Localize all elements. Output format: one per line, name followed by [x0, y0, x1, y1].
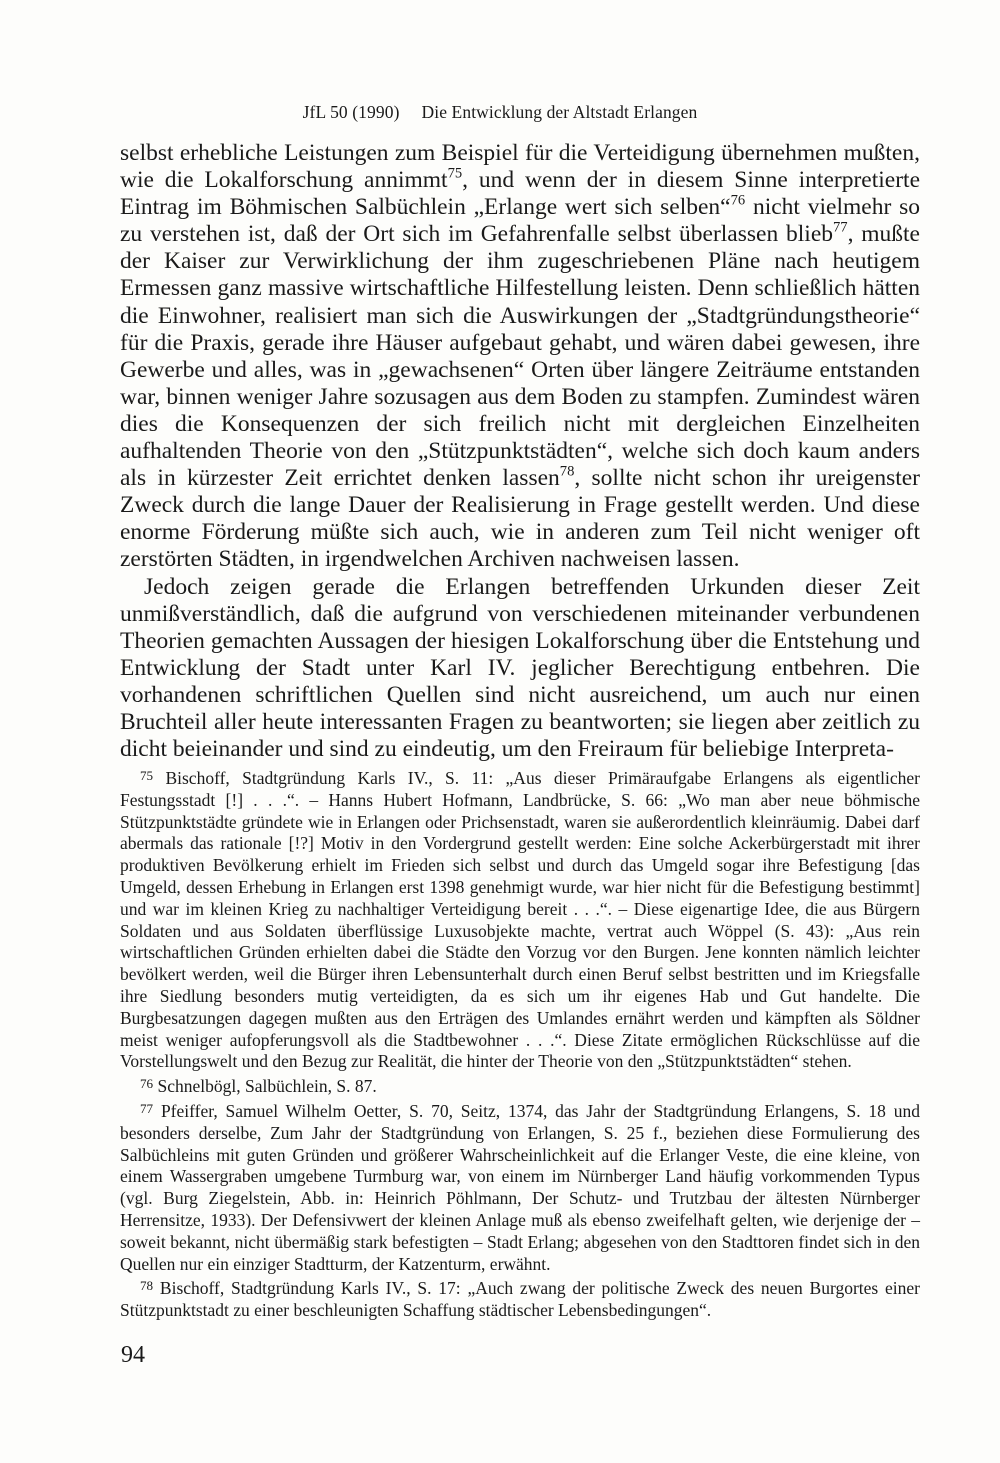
footnotes: [120, 768, 920, 1322]
paragraph-1: [120, 140, 920, 574]
journal-reference: JfL 50 (1990): [302, 102, 400, 122]
text-run: nicht vielmehr so zu verstehen ist, daß der Ort sich im Gefahrenfalle selbst überlassen blieb: [120, 194, 920, 248]
footnote-text: Bischoff, Stadtgründung Karls IV., S. 11: „Aus dieser Primäraufgabe Erlangens als eigentlicher Festungsstadt [!] . . .“. – Hanns Hubert Hofmann, Landbrücke, S. 66: „Wo man aber neue böhmische Stützpunktstädte gründete wie in Erlangen oder Prichsenstadt, waren sie außerordentlich kleinräumig. Dabei darf abermals das rationale [!?] Motiv in den Vordergrund gestellt werden: Eine solche Ackerbürgerstadt mit ihrer produktiven Bevölkerung erhielt im Frieden sich selbst und durch das Umgeld sogar ihre Befestigung [das Umgeld, dessen Erhebung in Erlangen erst 1398 genehmigt wurde, war hier nicht für die Befestigung bestimmt] und war im kleinen Krieg zu nachhaltiger Verteidigung bereit . . .“. – Diese eigenartige Idee, die aus Bürgern Soldaten und aus Soldaten überflüssige Luxusobjekte machte, vertrat auch Wöppel (S. 43): „Aus rein wirtschaftlichen Gründen erhielten dabei die Städte den Vorzug vor den Burgen. Jene konnten nämlich leichter bevölkert werden, weil die Bürger ihren Lebensunterhalt durch einen Beruf selbst bestritten und im Kriegsfalle ihre Siedlung besonders mutig verteidigten, da es sich um ihr eigenes Hab und Gut handelte. Die Burgbesatzungen dagegen mußten aus den Erträgen des Umlandes ernährt werden und kämpften als Söldner meist weniger aufopferungsvoll als die Stadtbewohner . . .“. Diese Zitate ermöglichen Rückschlüsse auf die Vorstellungswelt und den Bezug zur Realität, die hinter der Theorie von den „Stützpunktstädten“ stehen.: [120, 768, 920, 1072]
running-header: [0, 102, 1000, 123]
footnote-78: [120, 1278, 920, 1322]
footnote-number: 77: [140, 1101, 154, 1117]
footnote-75: [120, 768, 920, 1073]
footnote-ref-78[interactable]: 78: [559, 463, 575, 480]
footnote-77: [120, 1101, 920, 1275]
footnote-76: [120, 1076, 920, 1098]
footnote-text: Schnelbögl, Salbüchlein, S. 87.: [157, 1076, 377, 1097]
page-number: 94: [121, 1342, 145, 1368]
main-text: [120, 140, 920, 763]
running-title: Die Entwicklung der Altstadt Erlangen: [421, 102, 698, 122]
paragraph-2: Jedoch zeigen gerade die Erlangen betreffenden Urkunden dieser Zeit unmißverständlich, daß die aufgrund von verschiedenen miteinander verbundenen Theorien gemachten Aussagen der hiesigen Lokalforschung über die Entstehung und Entwicklung der Stadt unter Karl IV. jeglicher Berechtigung entbehren. Die vorhandenen schriftlichen Quellen sind nicht ausreichend, um auch nur einen Bruchteil aller heute interessanten Fragen zu beantworten; sie liegen aber zeitlich zu dicht beieinander und sind zu eindeutig, um den Freiraum für beliebige Interpreta-: [120, 573, 920, 763]
footnote-ref-75[interactable]: 75: [447, 165, 463, 182]
text-run: , mußte der Kaiser zur Verwirklichung der ihm zugeschriebenen Pläne nach heutigem Ermessen ganz massive wirtschaftliche Hilfestellung leisten. Denn schließlich hätten die Einwohner, realisiert man sich die Auswirkungen der „Stadtgründungstheorie“ für die Praxis, gerade ihre Häuser aufgebaut gehabt, und wären dabei gewesen, ihre Gewerbe und alles, was in „gewachsenen“ Orten über längere Zeiträume entstanden war, binnen weniger Jahre sozusagen aus dem Boden zu stampfen. Zumindest wären dies die Konsequenzen der sich freilich nicht mit dergleichen Einzelheiten aufhaltenden Theorie von den „Stützpunktstädten“, welche sich doch kaum anders als in kürzester Zeit errichtet denken lassen: [120, 221, 920, 492]
text-run: selbst erhebliche Leistungen zum Beispiel für die Verteidigung übernehmen mußten, wie die Lokalforschung annimmt: [120, 140, 920, 194]
footnote-text: Bischoff, Stadtgründung Karls IV., S. 17: „Auch zwang der politische Zweck des neuen Burgortes einer Stützpunktstadt zu einer beschleunigten Schaffung städtischer Lebensbedingungen“.: [120, 1278, 920, 1321]
text-run: , und wenn der in diesem Sinne interpretierte Eintrag im Böhmischen Salbüchlein „Erlange wert sich selben“: [120, 167, 920, 221]
footnote-ref-76[interactable]: 76: [730, 192, 746, 209]
text-run: , sollte nicht schon ihr ureigenster Zweck durch die lange Dauer der Realisierung in Frage gestellt werden. Und diese enorme Förderung müßte sich auch, wie in anderen zum Teil nicht weniger oft zerstörten Städten, in irgendwelchen Archiven nachweisen lassen.: [120, 465, 920, 573]
footnote-text: Pfeiffer, Samuel Wilhelm Oetter, S. 70, Seitz, 1374, das Jahr der Stadtgründung Erlangens, S. 18 und besonders derselbe, Zum Jahr der Stadtgründung von Erlangen, S. 25 f., beziehen diese Formulierung des Salbüchleins mit guten Gründen und größerer Wahrscheinlichkeit auf die Erlanger Veste, die eine kleine, von einem Wassergraben umgebene Turmburg war, von einem im Nürnberger Land häufig vorkommenden Typus (vgl. Burg Ziegelstein, Abb. in: Heinrich Pöhlmann, Der Schutz- und Trutzbau der ältesten Nürnberger Herrensitze, 1933). Der Defensivwert der kleinen Anlage muß als ebenso zweifelhaft gelten, wie derjenige der – soweit bekannt, nicht übermäßig stark befestigten – Stadt Erlang; abgesehen von den Stadttoren findet sich in den Quellen nur ein einziger Stadtturm, der Katzenturm, erwähnt.: [120, 1100, 921, 1274]
footnote-number: 76: [140, 1076, 154, 1092]
footnote-number: 78: [140, 1278, 154, 1294]
footnote-number: 75: [140, 768, 154, 784]
footnote-ref-77[interactable]: 77: [833, 219, 848, 236]
